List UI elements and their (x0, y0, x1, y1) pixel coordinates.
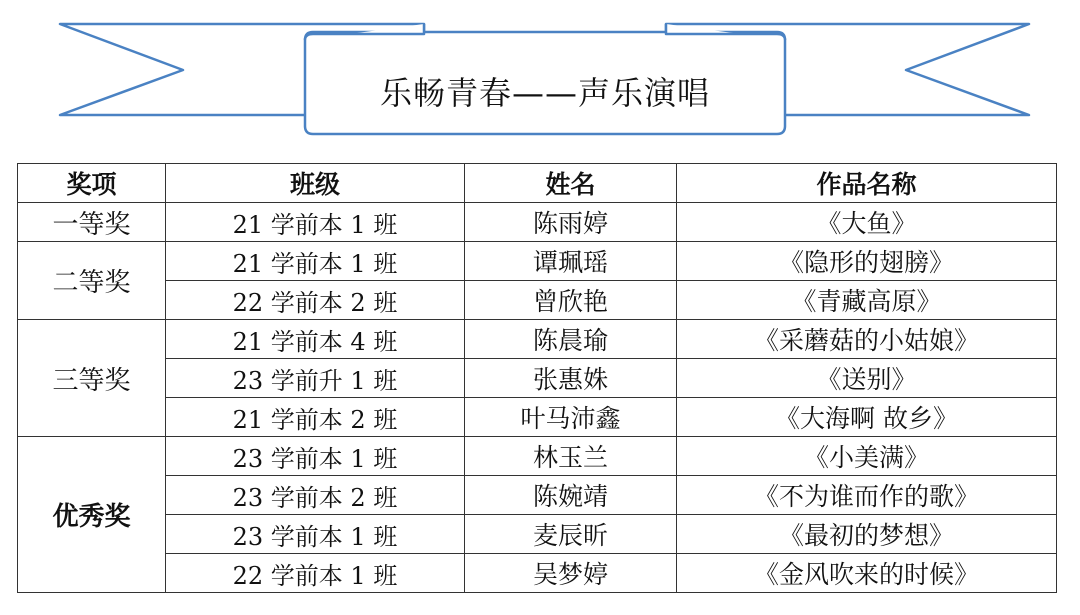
name-cell: 麦辰昕 (465, 515, 677, 554)
class-cell: 23 学前本 2 班 (166, 476, 465, 515)
work-cell: 《小美满》 (677, 437, 1057, 476)
name-cell: 吴梦婷 (465, 554, 677, 593)
table-row (18, 242, 1057, 281)
name-cell: 陈雨婷 (465, 203, 677, 242)
class-cell: 23 学前本 1 班 (166, 437, 465, 476)
table-row (18, 515, 1057, 554)
name-cell: 曾欣艳 (465, 281, 677, 320)
awards-table (17, 163, 1057, 593)
work-cell: 《金风吹来的时候》 (677, 554, 1057, 593)
table-row (18, 359, 1057, 398)
work-cell: 《隐形的翅膀》 (677, 242, 1057, 281)
work-cell: 《大海啊 故乡》 (677, 398, 1057, 437)
prize-cell: 优秀奖 (18, 437, 166, 593)
name-cell: 林玉兰 (465, 437, 677, 476)
table-row (18, 398, 1057, 437)
banner-title: 乐畅青春——声乐演唱 (379, 74, 710, 112)
header-work: 作品名称 (677, 164, 1057, 203)
name-cell: 张惠姝 (465, 359, 677, 398)
class-cell: 22 学前本 2 班 (166, 281, 465, 320)
table-row (18, 203, 1057, 242)
class-cell: 21 学前本 4 班 (166, 320, 465, 359)
table-row (18, 554, 1057, 593)
table-row (18, 476, 1057, 515)
header-class: 班级 (166, 164, 465, 203)
class-cell: 23 学前升 1 班 (166, 359, 465, 398)
name-cell: 陈婉靖 (465, 476, 677, 515)
name-cell: 叶马沛鑫 (465, 398, 677, 437)
class-cell: 21 学前本 1 班 (166, 203, 465, 242)
work-cell: 《送别》 (677, 359, 1057, 398)
header-prize: 奖项 (18, 164, 166, 203)
table-row (18, 437, 1057, 476)
table-row (18, 320, 1057, 359)
name-cell: 陈晨瑜 (465, 320, 677, 359)
table-header-row (18, 164, 1057, 203)
work-cell: 《不为谁而作的歌》 (677, 476, 1057, 515)
class-cell: 23 学前本 1 班 (166, 515, 465, 554)
table-row (18, 281, 1057, 320)
prize-cell: 三等奖 (18, 320, 166, 437)
work-cell: 《青藏高原》 (677, 281, 1057, 320)
work-cell: 《大鱼》 (677, 203, 1057, 242)
class-cell: 21 学前本 1 班 (166, 242, 465, 281)
class-cell: 22 学前本 1 班 (166, 554, 465, 593)
name-cell: 谭珮瑶 (465, 242, 677, 281)
prize-cell: 一等奖 (18, 203, 166, 242)
prize-cell: 二等奖 (18, 242, 166, 320)
work-cell: 《采蘑菇的小姑娘》 (677, 320, 1057, 359)
class-cell: 21 学前本 2 班 (166, 398, 465, 437)
work-cell: 《最初的梦想》 (677, 515, 1057, 554)
header-name: 姓名 (465, 164, 677, 203)
